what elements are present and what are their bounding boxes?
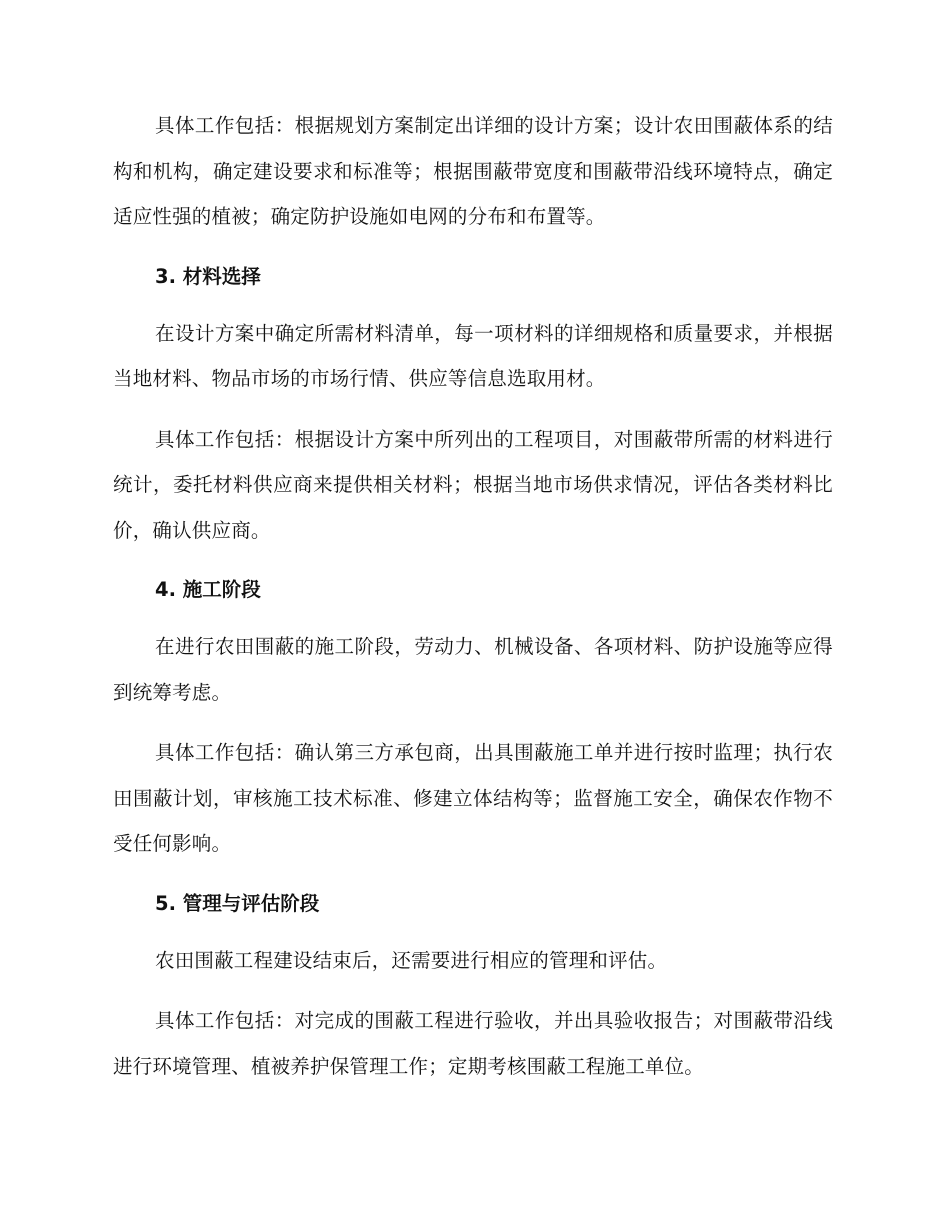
paragraph-management-tasks: 具体工作包括：对完成的围蔽工程进行验收，并出具验收报告；对围蔽带沿线进行环境管理、植被养护保管理工作；定期考核围蔽工程施工单位。 xyxy=(113,1009,833,1078)
section-heading-material-selection: 3. 材料选择 xyxy=(155,264,261,288)
section-heading-management: 5. 管理与评估阶段 xyxy=(155,891,320,915)
paragraph-material-intro: 在设计方案中确定所需材料清单，每一项材料的详细规格和质量要求，并根据当地材料、物品市场的市场行情、供应等信息选取用材。 xyxy=(113,321,833,390)
paragraph-material-tasks: 具体工作包括：根据设计方案中所列出的工程项目，对围蔽带所需的材料进行统计，委托材料供应商来提供相关材料；根据当地市场供求情况，评估各类材料比价，确认供应商。 xyxy=(113,427,833,542)
document-page xyxy=(113,103,833,1104)
paragraph-design-tasks: 具体工作包括：根据规划方案制定出详细的设计方案；设计农田围蔽体系的结构和机构，确定建设要求和标准等；根据围蔽带宽度和围蔽带沿线环境特点，确定适应性强的植被；确定防护设施如电网的分布和布置等。 xyxy=(113,114,833,228)
section-heading-construction: 4. 施工阶段 xyxy=(155,578,261,601)
paragraph-construction-tasks: 具体工作包括：确认第三方承包商，出具围蔽施工单并进行按时监理；执行农田围蔽计划，审核施工技术标准、修建立体结构等；监督施工安全，确保农作物不受任何影响。 xyxy=(113,741,833,855)
paragraph-management-intro: 农田围蔽工程建设结束后，还需要进行相应的管理和评估。 xyxy=(155,948,668,972)
paragraph-construction-intro: 在进行农田围蔽的施工阶段，劳动力、机械设备、各项材料、防护设施等应得到统筹考虑。 xyxy=(113,635,833,704)
